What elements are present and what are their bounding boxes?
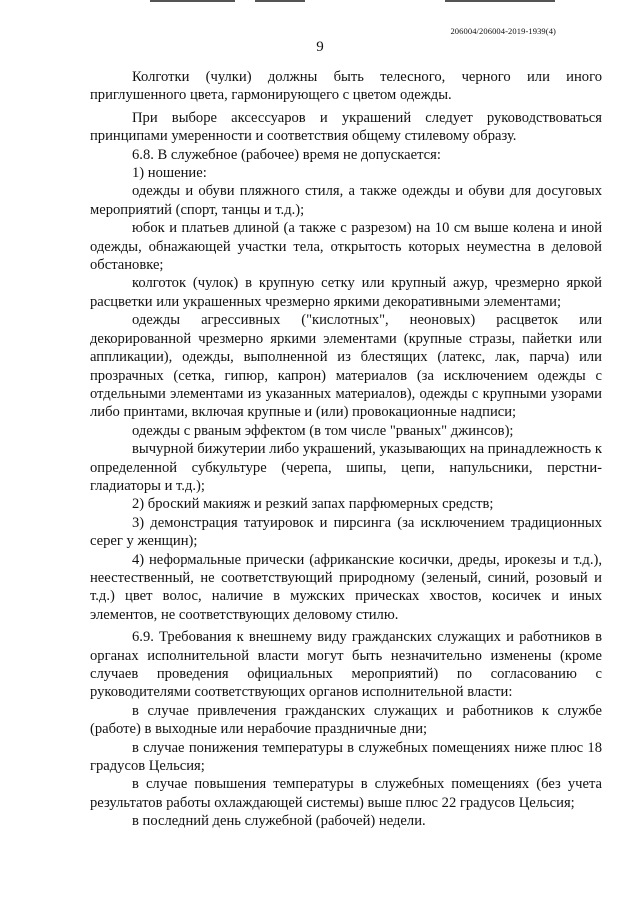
list-item: в случае повышения температуры в служебных помещениях (без учета результатов работы охлаждающей системы) выше плюс 22 градусов Цельсия; [90,776,602,811]
list-item: 2) броский макияж и резкий запах парфюмерных средств; [132,496,494,513]
list-item: 1) ношение: [132,165,207,182]
page-number: 9 [316,39,324,55]
document-id: 206004/206004-2019-1939(4) [450,26,556,36]
list-item: в случае привлечения гражданских служащих и работников к службе (работе) в выходные или нерабочие праздничные дни; [90,702,602,738]
list-item: в случае понижения температуры в служебных помещениях ниже плюс 18 градусов Цельсия; [90,739,602,775]
list-item: вычурной бижутерии либо украшений, указывающих на принадлежность к определенной субкультуре (черепа, шипы, цепи, напульсники, перстни-гладиаторы и т.д.); [90,441,602,494]
paragraph: Колготки (чулки) должны быть телесного, черного или иного приглушенного цвета, гармонирующего с цветом одежды. [90,69,602,104]
list-item: колготок (чулок) в крупную сетку или крупный ажур, чрезмерно яркой расцветки или украшенных чрезмерно яркими декоративными элементами; [90,275,602,310]
list-item: одежды с рваным эффектом (в том числе "рваных" джинсов); [132,422,514,439]
list-item: одежды и обуви пляжного стиля, а также одежды и обуви для досуговых мероприятий (спорт, танцы и т.д.); [90,183,602,218]
paragraph: При выборе аксессуаров и украшений следует руководствоваться принципами умеренности и соответствия общему стилевому образу. [90,109,602,145]
document-body [90,68,602,831]
list-item: одежды агрессивных ("кислотных", неоновых) расцветок или декорированной чрезмерно яркими элементами (крупные стразы, пайетки или аппликации), одежды, выполненной из блестящих (латекс, лак, парча) или прозрачных (сетка, гипюр, капрон) материалов (за исключением одежды с отдельными элементами из указанных материалов), одежды с крупными узорами либо принтами, включая крупные и (или) провокационные надписи; [90,312,602,421]
list-item: в последний день служебной (рабочей) недели. [132,813,426,830]
section-heading: 6.8. В служебное (рабочее) время не допускается: [132,146,441,163]
list-item: 3) демонстрация татуировок и пирсинга (за исключением традиционных серег у женщин); [90,514,602,550]
top-edge-line [255,0,305,2]
section-heading: 6.9. Требования к внешнему виду гражданских служащих и работников в органах исполнительной власти могут быть незначительно изменены (кроме случаев проведения официальных мероприятий) по согласованию с руководителями соответствующих органов исполнительной власти: [90,629,602,701]
top-edge-line [150,0,235,2]
list-item: 4) неформальные прически (африканские косички, дреды, ирокезы и т.д.), неестественный, не соответствующий природному (зеленый, синий, розовый и т.д.) цвет волос, наличие в мужских прическах хвостов, косичек и иных элементов, не соответствующих деловому стилю. [90,551,602,623]
top-edge-line [445,0,555,2]
list-item: юбок и платьев длиной (а также с разрезом) на 10 см выше колена и иной одежды, обнажающей участки тела, открытость которых неуместна в деловой обстановке; [90,220,602,274]
